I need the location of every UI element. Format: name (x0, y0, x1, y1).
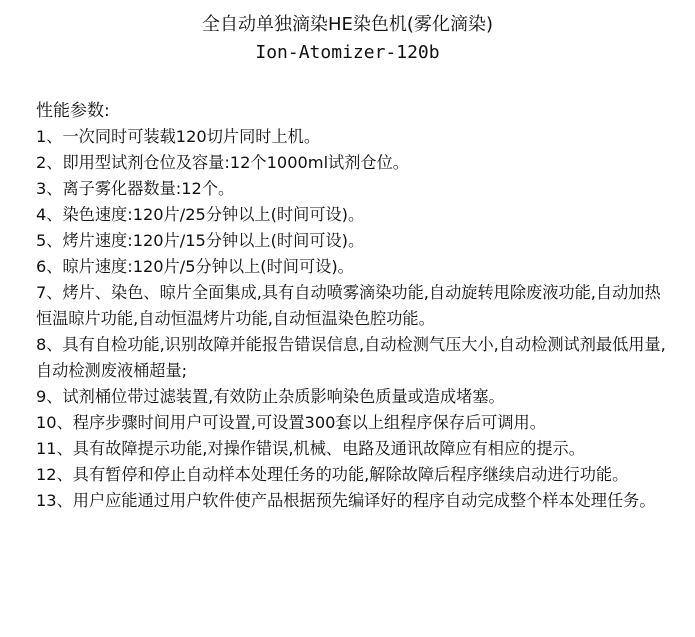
document-title: 全自动单独滴染HE染色机(雾化滴染) (202, 14, 493, 35)
spec-item-13: 13、用户应能通过用户软件使产品根据预先编译好的程序自动完成整个样本处理任务。 (36, 491, 656, 510)
model-number: Ion-Atomizer-120b (255, 42, 440, 63)
spec-item-10: 10、程序步骤时间用户可设置,可设置300套以上组程序保存后可调用。 (36, 413, 546, 432)
spec-item-6: 6、晾片速度:120片/5分钟以上(时间可设)。 (36, 257, 354, 276)
spec-item-3: 3、离子雾化器数量:12个。 (36, 179, 235, 198)
spec-item-4: 4、染色速度:120片/25分钟以上(时间可设)。 (36, 205, 365, 224)
spec-item-7: 7、烤片、染色、晾片全面集成,具有自动喷雾滴染功能,自动旋转甩除废液功能,自动加热恒温晾片功能,自动恒温烤片功能,自动恒温染色腔功能。 (36, 283, 661, 328)
spec-item-2: 2、即用型试剂仓位及容量:12个1000ml试剂仓位。 (36, 153, 409, 172)
spec-item-12: 12、具有暂停和停止自动样本处理任务的功能,解除故障后程序继续启动进行功能。 (36, 465, 629, 484)
spec-item-11: 11、具有故障提示功能,对操作错误,机械、电路及通讯故障应有相应的提示。 (36, 439, 585, 458)
spec-item-8: 8、具有自检功能,识别故障并能报告错误信息,自动检测气压大小,自动检测试剂最低用量,自动检测废液桶超量; (36, 335, 666, 380)
spec-list (36, 124, 676, 514)
spec-item-9: 9、试剂桶位带过滤装置,有效防止杂质影响染色质量或造成堵塞。 (36, 387, 505, 406)
spec-item-5: 5、烤片速度:120片/15分钟以上(时间可设)。 (36, 231, 365, 250)
section-heading: 性能参数: (36, 101, 110, 121)
spec-item-1: 1、一次同时可装载120切片同时上机。 (36, 127, 321, 146)
